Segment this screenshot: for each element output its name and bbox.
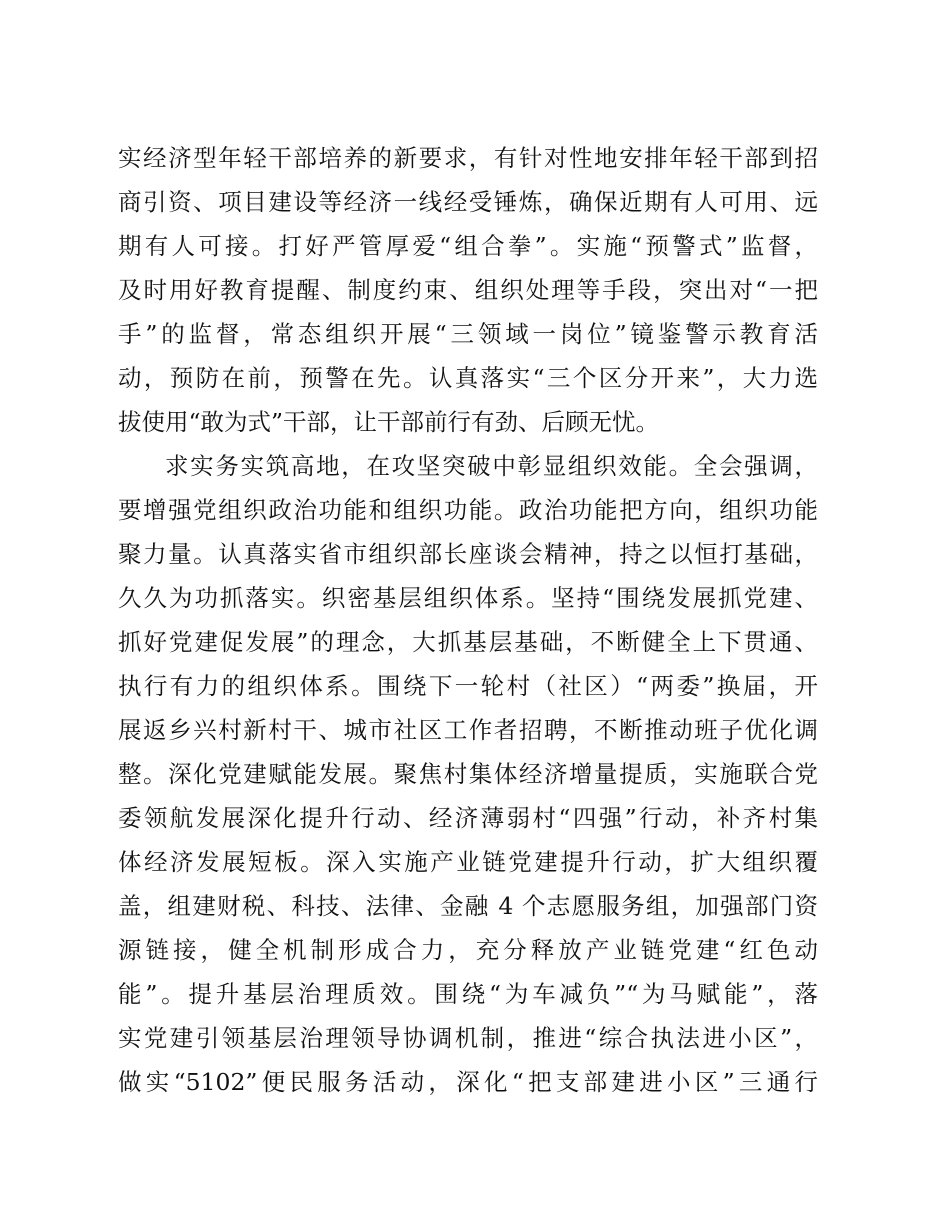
text-line: 期有人可接。打好严管厚爱“组合拳”。实施“预警式”监督， — [118, 232, 818, 260]
text-line: 体经济发展短板。深入实施产业链党建提升行动，扩大组织覆 — [118, 848, 818, 876]
text-line: 久久为功抓落实。织密基层组织体系。坚持“围绕发展抓党建、 — [118, 584, 818, 612]
body-text — [118, 136, 818, 1104]
text-line: 源链接，健全机制形成合力，充分释放产业链党建“红色动 — [118, 936, 818, 964]
text-line: 执行有力的组织体系。围绕下一轮村（社区）“两委”换届，开 — [118, 672, 818, 700]
text-line: 动，预防在前，预警在先。认真落实“三个区分开来”，大力选 — [118, 364, 818, 392]
text-line: 盖，组建财税、科技、法律、金融 4 个志愿服务组，加强部门资 — [118, 892, 818, 920]
text-line: 实经济型年轻干部培养的新要求，有针对性地安排年轻干部到招 — [118, 144, 818, 172]
text-line: 做实“5102”便民服务活动，深化“把支部建进小区”三通行 — [118, 1068, 818, 1096]
text-line: 手”的监督，常态组织开展“三领域一岗位”镜鉴警示教育活 — [118, 320, 818, 348]
text-line: 商引资、项目建设等经济一线经受锤炼，确保近期有人可用、远 — [118, 188, 818, 216]
paragraph-first-line: 求实务实筑高地，在攻坚突破中彰显组织效能。全会强调， — [165, 452, 818, 480]
text-line: 及时用好教育提醒、制度约束、组织处理等手段，突出对“一把 — [118, 276, 818, 304]
text-line: 委领航发展深化提升行动、经济薄弱村“四强”行动，补齐村集 — [118, 804, 818, 832]
text-line: 聚力量。认真落实省市组织部长座谈会精神，持之以恒打基础， — [118, 540, 818, 568]
text-line: 实党建引领基层治理领导协调机制，推进“综合执法进小区”， — [118, 1024, 818, 1052]
text-line: 抓好党建促发展”的理念，大抓基层基础，不断健全上下贯通、 — [118, 628, 818, 656]
text-line: 要增强党组织政治功能和组织功能。政治功能把方向，组织功能 — [118, 496, 818, 524]
paragraph-end-line: 拔使用“敢为式”干部，让干部前行有劲、后顾无忧。 — [118, 408, 660, 436]
text-line: 能”。提升基层治理质效。围绕“为车减负”“为马赋能”，落 — [118, 980, 818, 1008]
text-line: 整。深化党建赋能发展。聚焦村集体经济增量提质，实施联合党 — [118, 760, 818, 788]
text-line: 展返乡兴村新村干、城市社区工作者招聘，不断推动班子优化调 — [118, 716, 818, 744]
